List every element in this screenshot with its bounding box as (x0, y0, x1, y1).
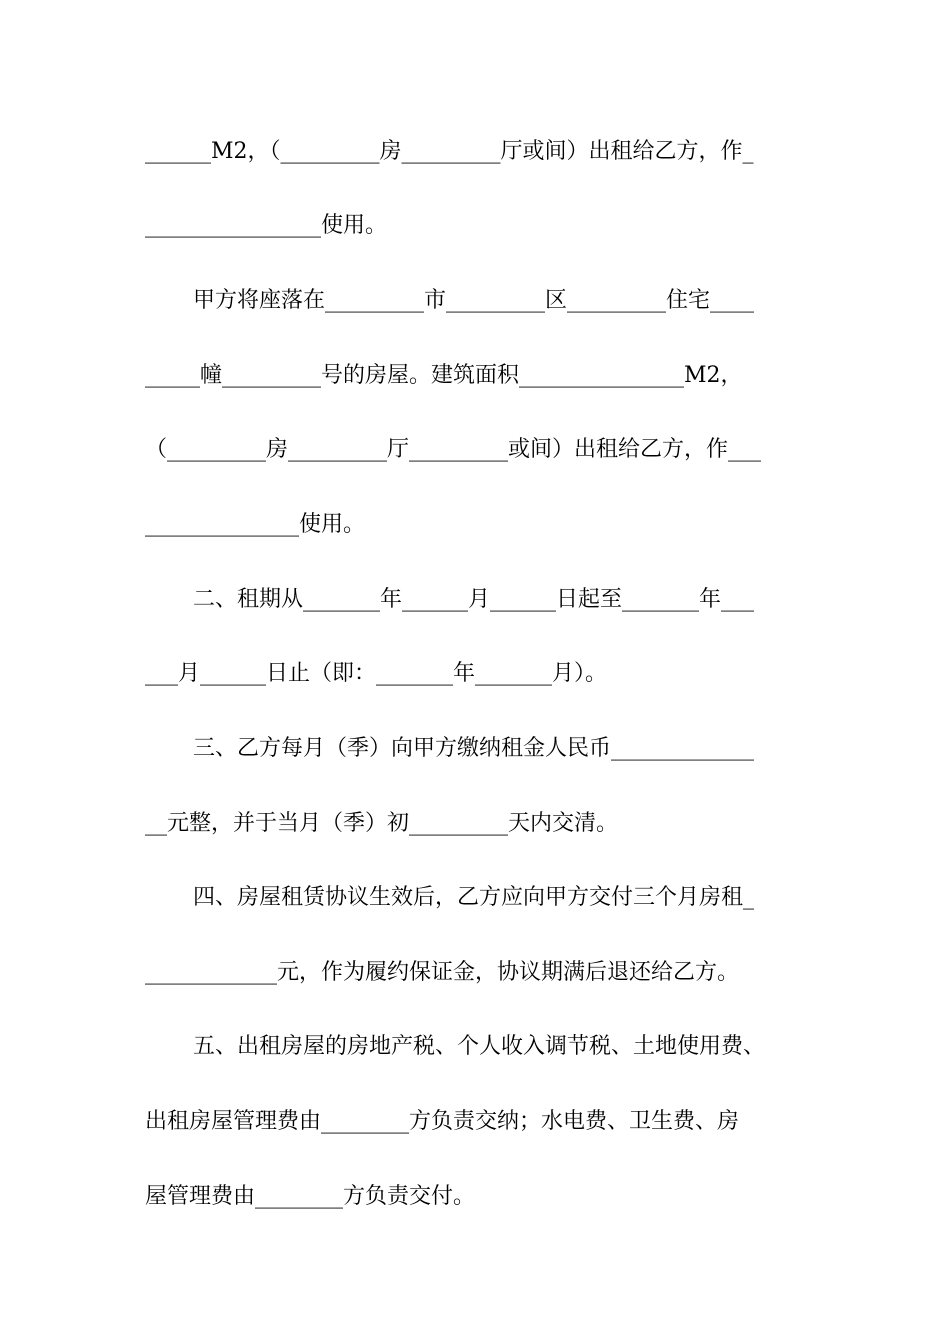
text-line-6: ______________使用。 (145, 512, 366, 537)
clause-two-line-1: 二、租期从_______年______月______日起至_______年___ (193, 587, 755, 612)
clause-five-line-1: 五、出租房屋的房地产税、个人收入调节税、土地使用费、 (193, 1034, 766, 1059)
text-line-4: _____幢_________号的房屋。建筑面积_______________M2， (145, 363, 743, 388)
text-line-2: ________________使用。 (145, 213, 388, 238)
text-line-1: ______M2，（_________房_________厅或间）出租给乙方，作_ (145, 139, 754, 164)
paragraph-start-line-3: 甲方将座落在_________市_________区_________住宅____ (193, 288, 755, 313)
clause-three-line-2: __元整，并于当月（季）初_________天内交清。 (145, 811, 619, 836)
clause-five-line-2: 出租房屋管理费由________方负责交纳；水电费、卫生费、房 (145, 1109, 740, 1134)
clause-three-line-1: 三、乙方每月（季）向甲方缴纳租金人民币_____________ (193, 736, 755, 761)
clause-four-line-2: ____________元，作为履约保证金，协议期满后退还给乙方。 (145, 960, 740, 985)
clause-five-line-3: 屋管理费由________方负责交付。 (145, 1184, 476, 1209)
clause-four-line-1: 四、房屋租赁协议生效后，乙方应向甲方交付三个月房租_ (193, 885, 755, 910)
text-line-5: （_________房_________厅_________或间）出租给乙方，作___ (145, 437, 762, 462)
clause-two-line-2: ___月______日止（即：_______年_______月）。 (145, 661, 608, 686)
